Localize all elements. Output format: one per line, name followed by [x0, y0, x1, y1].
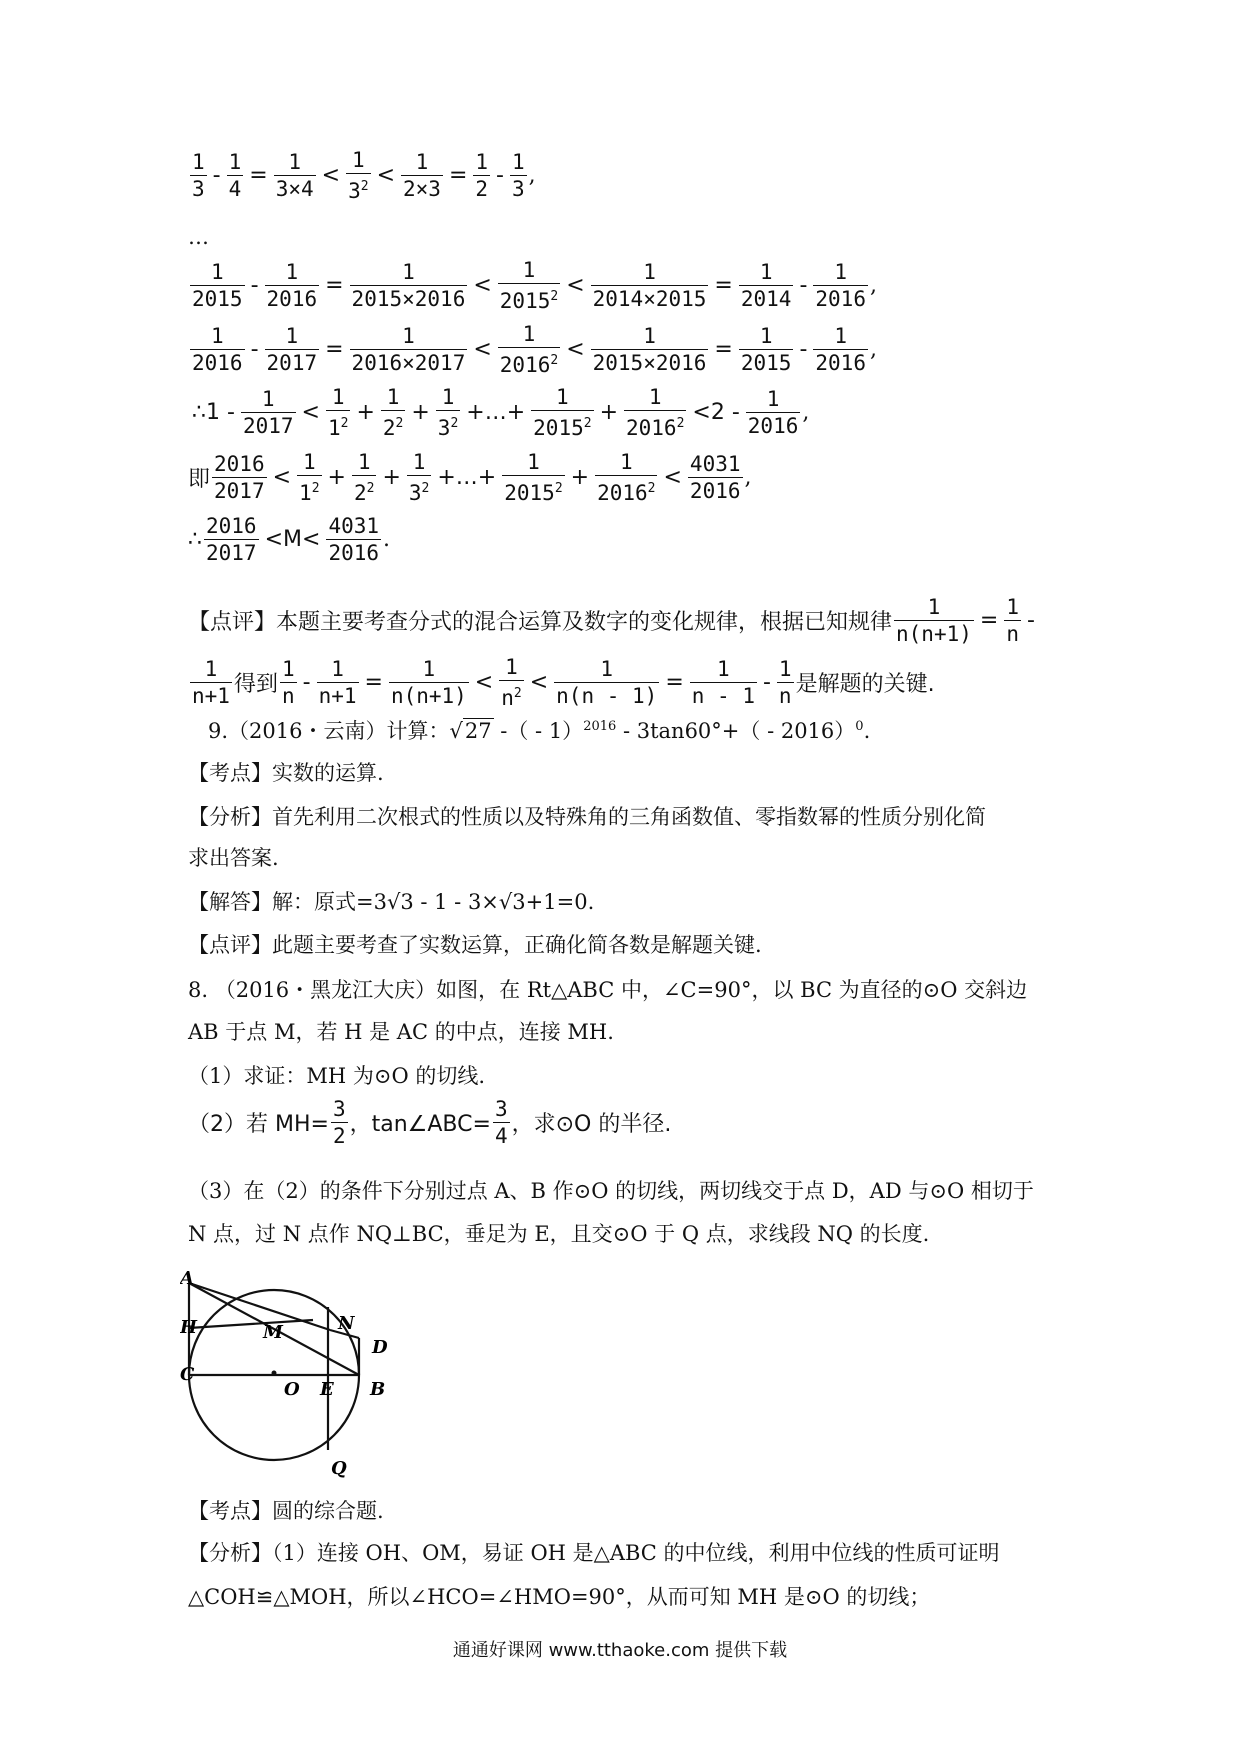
question-8-part-3-b: N 点，过 N 点作 NQ⊥BC，垂足为 E，且交⊙O 于 Q 点，求线段 NQ 的长度. — [188, 1222, 930, 1246]
math-line-2015: $\frac{1}{2015}$ - $\frac{1}{2016}$ = $\frac{1}{2015\times 2016}$ < $\frac{1}{2015^2}$ < $\frac{1}{2014\times 2015}$ = $\frac{1}{2014}$ - $\frac{1}{2016}$ , — [192, 258, 877, 313]
jieda-9: 【解答】解：原式=3√3 - 1 - 3×√3+1=0. — [188, 890, 595, 914]
label-h: H — [180, 1317, 198, 1338]
math-line-therefore-1: ∴1 - $\frac{1}{2017}$ < $\frac{1}{1^2}$ + $\frac{1}{2^2}$ + $\frac{1}{3^2}$ +…+ $\frac{1}{2015^2}$ + $\frac{1}{2016^2}$ <2 - $\frac{1}{2016}$ , — [192, 385, 810, 440]
kaodian-9: 【考点】实数的运算. — [188, 761, 384, 785]
dianping-9: 【点评】此题主要考查了实数运算，正确化简各数是解题关键. — [188, 933, 762, 957]
fenxi-8-b: △COH≌△MOH，所以∠HCO=∠HMO=90°，从而可知 MH 是⊙O 的切线； — [188, 1585, 931, 1609]
label-n: N — [338, 1313, 355, 1334]
ellipsis: … — [188, 225, 209, 249]
question-9: 9.（2016・云南）计算：√27 -（ - 1）$^{2016}$ - 3tan60°+（ - 2016）$^0$. — [208, 719, 871, 743]
question-8-a: 8. （2016・黑龙江大庆）如图，在 Rt△ABC 中，∠C=90°，以 BC 为直径的⊙O 交斜边 — [188, 978, 1028, 1002]
comment-line-1: 【点评】本题主要考查分式的混合运算及数字的变化规律，根据已知规律 $\frac{1}{n(n+1)}$ = $\frac{1}{n}$ - — [188, 595, 1035, 646]
label-b: B — [370, 1379, 386, 1400]
question-8-part-2: （2）若 MH= $\frac{3}{2}$ ，tan∠ABC= $\frac{3}{4}$ ，求⊙O 的半径. — [188, 1097, 672, 1148]
question-8-part-3-a: （3）在（2）的条件下分别过点 A、B 作⊙O 的切线，两切线交于点 D，AD 与⊙O 相切于 — [188, 1179, 1034, 1203]
kaodian-8: 【考点】圆的综合题. — [188, 1499, 384, 1523]
math-line-1: $\frac{1}{3}$ - $\frac{1}{4}$ = $\frac{1}{3\times 4}$ < $\frac{1}{3^2}$ < $\frac{1}{2\times 3}$ = $\frac{1}{2}$ - $\frac{1}{3}$ , — [192, 148, 536, 203]
label-a: A — [180, 1268, 194, 1289]
geometry-figure — [180, 1265, 420, 1480]
math-line-therefore-m: ∴ $\frac{2016}{2017}$ <M< $\frac{4031}{2016}$ . — [188, 514, 391, 565]
fenxi-9-a: 【分析】首先利用二次根式的性质以及特殊角的三角函数值、零指数幂的性质分别化简 — [188, 805, 986, 829]
question-8-b: AB 于点 M，若 H 是 AC 的中点，连接 MH. — [188, 1020, 614, 1044]
label-o: O — [284, 1379, 300, 1400]
comment-line-2: $\frac{1}{n+1}$ 得到 $\frac{1}{n}$ - $\frac{1}{n+1}$ = $\frac{1}{n(n+1)}$ < $\frac{1}{n^2}$ < $\frac{1}{n(n - 1)}$ = $\frac{1}{n - 1}$ - $\frac{1}{n}$ 是解题的关键. — [192, 655, 935, 710]
question-8-part-1: （1）求证：MH 为⊙O 的切线. — [188, 1064, 486, 1088]
math-line-ji: 即 $\frac{2016}{2017}$ < $\frac{1}{1^2}$ + $\frac{1}{2^2}$ + $\frac{1}{3^2}$ +…+ $\frac{1}{2015^2}$ + $\frac{1}{2016^2}$ < $\frac{4031}{2016}$ , — [188, 450, 752, 505]
label-q: Q — [331, 1458, 347, 1479]
fenxi-8-a: 【分析】（1）连接 OH、OM，易证 OH 是△ABC 的中位线，利用中位线的性质可证明 — [188, 1541, 1000, 1565]
center-dot — [272, 1371, 277, 1376]
label-m: M — [263, 1322, 283, 1343]
label-c: C — [180, 1364, 195, 1385]
label-e: E — [320, 1379, 334, 1400]
label-d: D — [372, 1337, 388, 1358]
math-line-2016: $\frac{1}{2016}$ - $\frac{1}{2017}$ = $\frac{1}{2016\times 2017}$ < $\frac{1}{2016^2}$ < $\frac{1}{2015\times 2016}$ = $\frac{1}{2015}$ - $\frac{1}{2016}$ , — [192, 322, 877, 377]
page-footer: 通通好课网 www.tthaoke.com 提供下载 — [452, 1640, 788, 1661]
fenxi-9-b: 求出答案. — [188, 846, 279, 870]
